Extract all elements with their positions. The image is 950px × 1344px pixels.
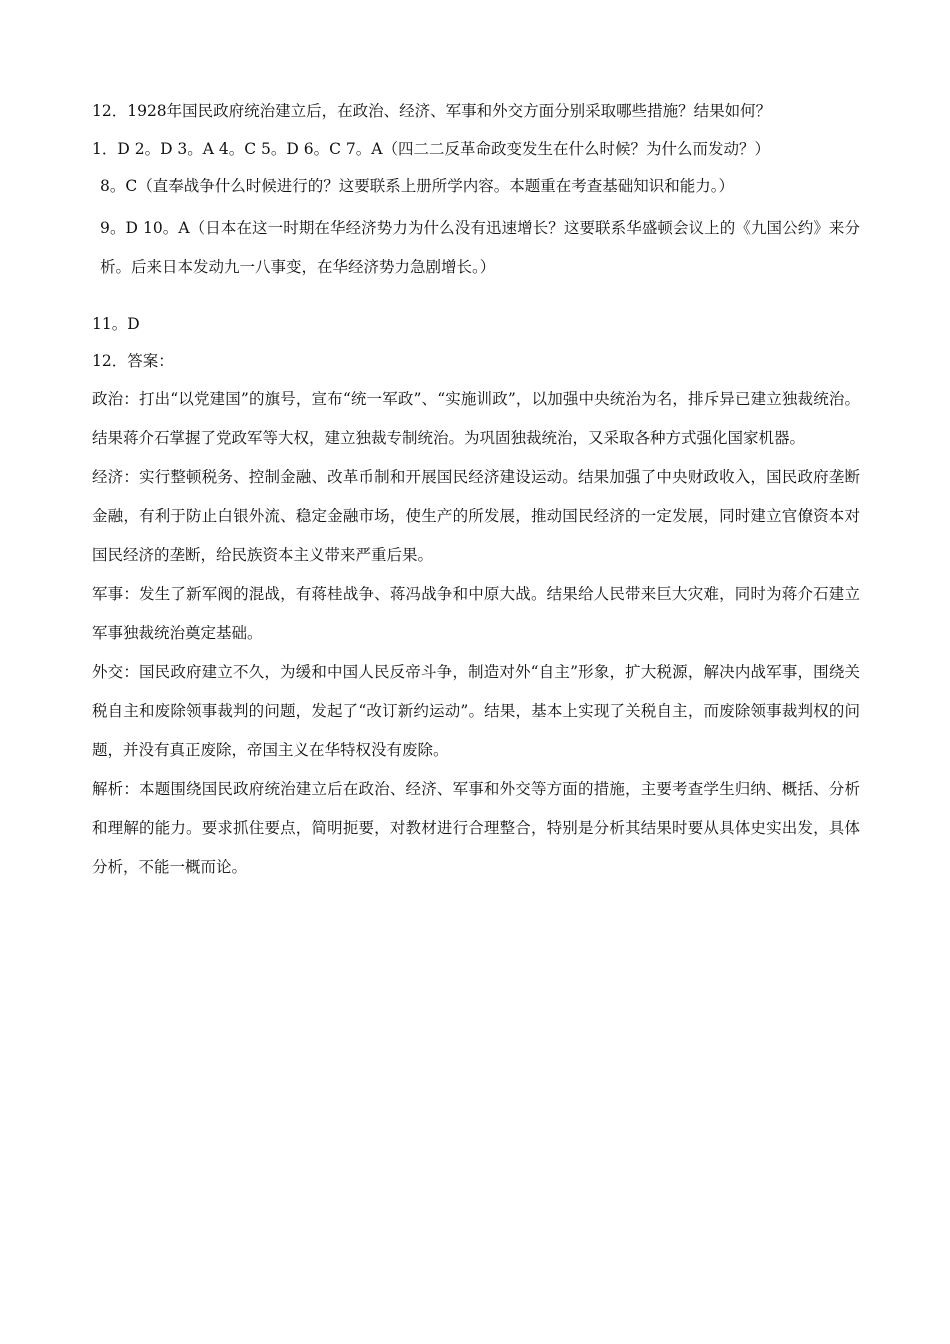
answer-economy: 经济：实行整顿税务、控制金融、改革币制和开展国民经济建设运动。结果加强了中央财政收入，国民政府垄断金融，有利于防止白银外流、稳定金融市场，使生产的所发展，推动国民经济的一定发展，同时建立官僚资本对国民经济的垄断，给民族资本主义带来严重后果。	[92, 467, 860, 564]
answer-diplomacy: 外交：国民政府建立不久，为缓和中国人民反帝斗争，制造对外“自主”形象，扩大税源，解决内战军事，围绕关税自主和废除领事裁判的问题，发起了“改订新约运动”。结果，基本上实现了关税自主，而废除领事裁判权的问题，并没有真正废除，帝国主义在华特权没有废除。	[92, 662, 860, 759]
answer-military: 军事：发生了新军阀的混战，有蒋桂战争、蒋冯战争和中原大战。结果给人民带来巨大灾难，同时为蒋介石建立军事独裁统治奠定基础。	[92, 584, 860, 642]
answer-line-1-7: 1．D 2。D 3。A 4。C 5。D 6。C 7。A（四二二反革命政变发生在什么时候？为什么而发动？）	[92, 139, 770, 158]
question-12: 12．1928年国民政府统治建立后，在政治、经济、军事和外交方面分别采取哪些措施？结果如何？	[92, 102, 772, 120]
answer-analysis: 解析：本题围绕国民政府统治建立后在政治、经济、军事和外交等方面的措施，主要考查学生归纳、概括、分析和理解的能力。要求抓住要点，简明扼要，对教材进行合理整合，特别是分析其结果时要从具体史实出发，具体分析，不能一概而论。	[92, 779, 860, 876]
document-body	[92, 100, 860, 887]
answer-line-9-10: 9。D 10。A（日本在这一时期在华经济势力为什么没有迅速增长？这要联系华盛顿会议上的《九国公约》来分析。后来日本发动九一八事变，在华经济势力急剧增长。）	[100, 218, 860, 276]
answer-12-label: 12．答案：	[92, 352, 174, 370]
answer-line-11: 11。D	[92, 314, 140, 333]
answer-politics: 政治：打出“以党建国”的旗号，宣布“统一军政”、“实施训政”，以加强中央统治为名，排斥异已建立独裁统治。结果蒋介石掌握了党政军等大权，建立独裁专制统治。为巩固独裁统治，又采取各种方式强化国家机器。	[92, 389, 860, 447]
answer-line-8: 8。C（直奉战争什么时候进行的？这要联系上册所学内容。本题重在考查基础知识和能力。）	[100, 177, 734, 195]
